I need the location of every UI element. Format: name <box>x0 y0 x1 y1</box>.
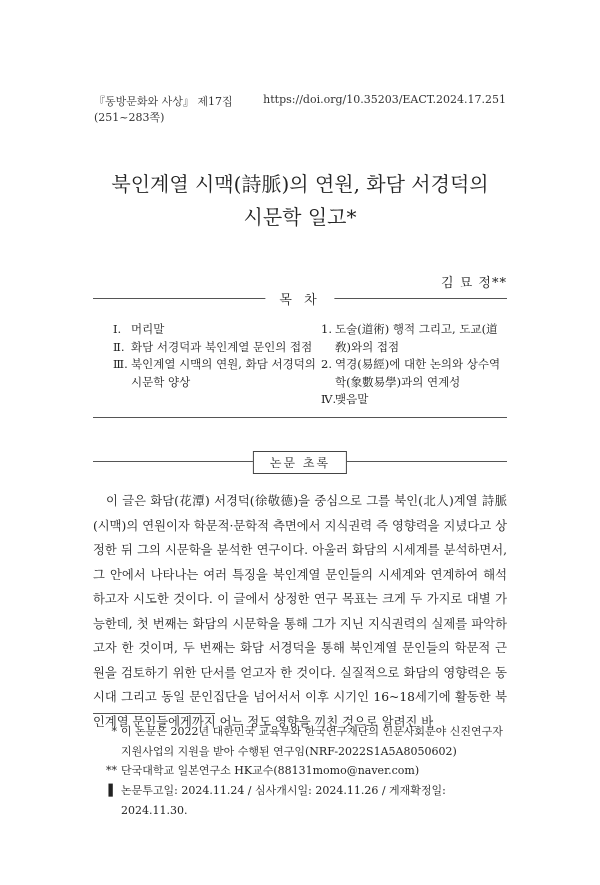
author-name: 김 묘 정** <box>441 276 507 291</box>
toc-item-number: Ⅳ. <box>321 392 337 407</box>
toc-item-text: 화담 서경덕과 북인계열 문인의 접점 <box>131 339 313 354</box>
footnote-funding <box>93 722 507 762</box>
toc-item-number: 2. <box>321 357 332 372</box>
running-header <box>94 93 506 125</box>
abstract-heading: 논문 초록 <box>253 451 347 474</box>
footnote-text: 논문투고일: 2024.11.24 / 심사개시일: 2024.11.26 / 게재확정일: 2024.11.30. <box>121 784 446 817</box>
footnote-mark: ** <box>106 764 117 777</box>
toc-item-text: 맺음말 <box>335 392 369 407</box>
footnote-divider <box>93 713 215 714</box>
toc-item[interactable] <box>113 339 318 357</box>
toc-heading: 목 차 <box>265 289 334 308</box>
paper-title <box>60 168 540 234</box>
toc-right-column <box>321 321 507 409</box>
toc-left-column <box>113 321 318 391</box>
abstract-text: 이 글은 화담(花潭) 서경덕(徐敬德)을 중심으로 그를 북인(北人)계열 詩脈(시맥)의 연원이자 학문적·문학적 측면에서 지식권력 즉 영향력을 지녔다고 상정한 뒤 그의 시문학을 분석한 연구이다. 아울러 화담의 시세계를 분석하면서, 그 안에서 나타나는 여러 특징을 북인계열 문인들의 시세계와 연계하여 해석하고자 시도한 것이다. 이 글에서 상정한 연구 목표는 크게 두 가지로 대별 가능한데, 첫 번째는 화담의 시문학을 통해 그가 지닌 지식권력의 실제를 파악하고자 한 것이며, 두 번째는 화담 서경덕을 통해 북인계열 문인들의 학문적 근원을 검토하기 위한 단서를 얻고자 한 것이다. 실질적으로 화담의 영향력은 동시대 그리고 동일 문인집단을 넘어서서 이후 시기인 16~18세기에 활동한 북인계열 문인들에게까지 어느 정도 영향을 끼친 것으로 알려진 바 <box>93 494 507 729</box>
toc-item[interactable] <box>321 391 507 409</box>
footnote-mark: * <box>111 725 117 738</box>
footnote-dates <box>93 781 507 821</box>
toc-item[interactable] <box>321 321 507 356</box>
table-of-contents <box>93 293 507 418</box>
footnote-text: 이 논문은 2022년 대한민국 교육부와 한국연구재단의 인문사회분야 신진연구자지원사업의 지원을 받아 수행된 연구임(NRF-2022S1A5A8050602) <box>121 725 503 758</box>
toc-item-number: Ⅰ. <box>113 322 122 336</box>
toc-item[interactable] <box>113 356 318 391</box>
footnote-text: 단국대학교 일본연구소 HK교수(88131momo@naver.com) <box>121 764 420 777</box>
footnote-author <box>93 761 507 781</box>
doi-link[interactable]: https://doi.org/10.35203/EACT.2024.17.251 <box>263 93 506 106</box>
toc-item[interactable] <box>321 356 507 391</box>
title-line-1: 북인계열 시맥(詩脈)의 연원, 화담 서경덕의 <box>111 172 489 196</box>
toc-item[interactable] <box>113 321 318 339</box>
toc-item-number: 1. <box>321 322 332 336</box>
toc-item-text: 머리말 <box>131 322 165 336</box>
toc-item-text: 역경(易經)에 대한 논의와 상수역학(象數易學)과의 연계성 <box>335 357 501 389</box>
toc-item-text: 도술(道術) 행적 그리고, 도교(道敎)와의 접점 <box>335 322 498 354</box>
journal-citation: 『동방문화와 사상』 제17집(251~283쪽) <box>94 95 233 124</box>
title-line-2: 시문학 일고* <box>243 205 357 229</box>
toc-item-text: 북인계열 시맥의 연원, 화담 서경덕의 시문학 양상 <box>131 357 316 389</box>
toc-item-number: Ⅲ. <box>113 357 128 372</box>
toc-item-number: Ⅱ. <box>113 339 125 354</box>
footnote-mark: ▌ <box>108 784 117 797</box>
